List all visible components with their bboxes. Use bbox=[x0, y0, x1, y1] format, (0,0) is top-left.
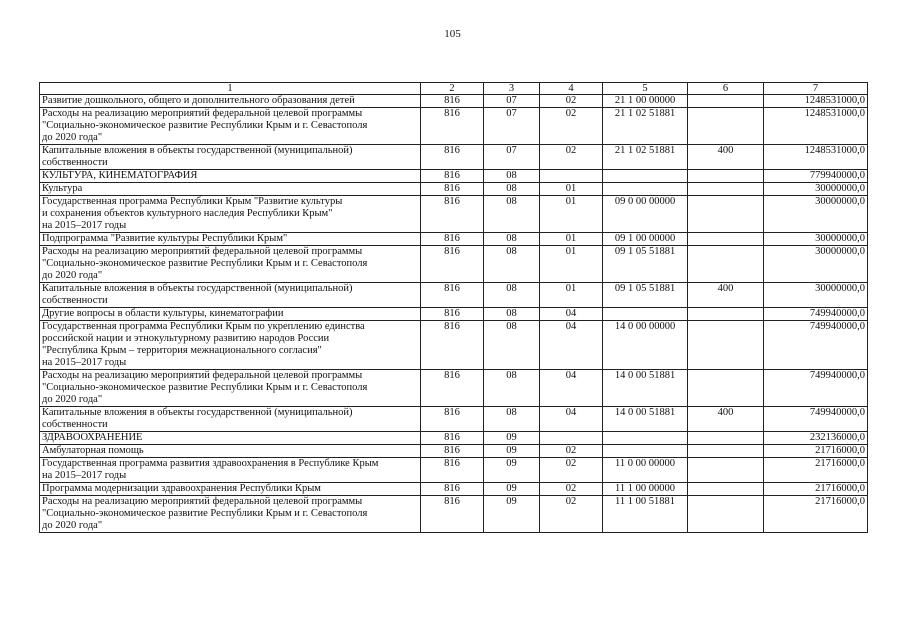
row-code-subsection: 04 bbox=[540, 308, 603, 321]
row-amount: 749940000,0 bbox=[764, 370, 868, 407]
table-row bbox=[40, 145, 868, 170]
row-code-expense-type bbox=[688, 233, 764, 246]
row-name: Расходы на реализацию мероприятий федеральной целевой программы "Социально-экономическое развитие Республики Крым и г. Севастополя до 2020 года" bbox=[40, 370, 421, 407]
row-code-target bbox=[603, 170, 688, 183]
row-name: Капитальные вложения в объекты государственной (муниципальной) собственности bbox=[40, 283, 421, 308]
row-code-section: 07 bbox=[484, 108, 540, 145]
row-code-subsection: 01 bbox=[540, 183, 603, 196]
row-code-target bbox=[603, 308, 688, 321]
row-name: Государственная программа Республики Крым "Развитие культуры и сохранения объектов культурного наследия Республики Крым" на 2015–2017 годы bbox=[40, 196, 421, 233]
row-name: Капитальные вложения в объекты государственной (муниципальной) собственности bbox=[40, 145, 421, 170]
row-code-subsection: 02 bbox=[540, 95, 603, 108]
row-code-expense-type bbox=[688, 246, 764, 283]
row-code-subsection: 02 bbox=[540, 496, 603, 533]
row-code-subsection: 02 bbox=[540, 483, 603, 496]
row-name: Развитие дошкольного, общего и дополнительного образования детей bbox=[40, 95, 421, 108]
row-code-expense-type bbox=[688, 321, 764, 370]
table-row bbox=[40, 445, 868, 458]
row-code-section: 07 bbox=[484, 145, 540, 170]
budget-table bbox=[39, 82, 868, 533]
row-amount: 30000000,0 bbox=[764, 183, 868, 196]
table-row bbox=[40, 483, 868, 496]
row-code-subsection: 04 bbox=[540, 370, 603, 407]
row-code-section: 08 bbox=[484, 321, 540, 370]
row-code-section: 08 bbox=[484, 170, 540, 183]
table-body bbox=[40, 95, 868, 533]
header-cell: 4 bbox=[540, 83, 603, 95]
row-code-section: 08 bbox=[484, 308, 540, 321]
row-code-ministry: 816 bbox=[421, 283, 484, 308]
row-name: Расходы на реализацию мероприятий федеральной целевой программы "Социально-экономическое развитие Республики Крым и г. Севастополя до 2020 года" bbox=[40, 108, 421, 145]
row-code-section: 08 bbox=[484, 407, 540, 432]
row-code-expense-type bbox=[688, 445, 764, 458]
row-code-expense-type: 400 bbox=[688, 407, 764, 432]
row-code-subsection: 01 bbox=[540, 246, 603, 283]
row-code-target bbox=[603, 432, 688, 445]
row-code-target: 21 1 00 00000 bbox=[603, 95, 688, 108]
row-amount: 1248531000,0 bbox=[764, 145, 868, 170]
row-code-section: 09 bbox=[484, 445, 540, 458]
row-code-section: 08 bbox=[484, 233, 540, 246]
row-code-target: 09 1 05 51881 bbox=[603, 246, 688, 283]
table-row bbox=[40, 95, 868, 108]
row-name: Капитальные вложения в объекты государственной (муниципальной) собственности bbox=[40, 407, 421, 432]
table-row bbox=[40, 170, 868, 183]
row-code-target: 11 1 00 51881 bbox=[603, 496, 688, 533]
row-code-target: 14 0 00 00000 bbox=[603, 321, 688, 370]
row-code-subsection: 04 bbox=[540, 407, 603, 432]
row-code-ministry: 816 bbox=[421, 95, 484, 108]
row-amount: 779940000,0 bbox=[764, 170, 868, 183]
row-code-expense-type: 400 bbox=[688, 283, 764, 308]
row-amount: 30000000,0 bbox=[764, 246, 868, 283]
row-code-target: 21 1 02 51881 bbox=[603, 108, 688, 145]
row-amount: 749940000,0 bbox=[764, 407, 868, 432]
row-code-expense-type bbox=[688, 432, 764, 445]
table-row bbox=[40, 407, 868, 432]
row-code-subsection: 02 bbox=[540, 458, 603, 483]
row-code-subsection bbox=[540, 170, 603, 183]
header-cell: 6 bbox=[688, 83, 764, 95]
row-code-subsection: 01 bbox=[540, 233, 603, 246]
row-code-section: 09 bbox=[484, 483, 540, 496]
table-row bbox=[40, 321, 868, 370]
row-code-section: 08 bbox=[484, 370, 540, 407]
row-code-subsection: 02 bbox=[540, 108, 603, 145]
row-code-subsection: 04 bbox=[540, 321, 603, 370]
row-code-target bbox=[603, 183, 688, 196]
row-code-expense-type bbox=[688, 370, 764, 407]
row-code-ministry: 816 bbox=[421, 233, 484, 246]
row-code-expense-type bbox=[688, 183, 764, 196]
row-amount: 749940000,0 bbox=[764, 321, 868, 370]
row-code-ministry: 816 bbox=[421, 196, 484, 233]
row-code-expense-type: 400 bbox=[688, 145, 764, 170]
row-code-ministry: 816 bbox=[421, 183, 484, 196]
row-code-target: 09 1 05 51881 bbox=[603, 283, 688, 308]
table-row bbox=[40, 496, 868, 533]
row-code-target: 09 1 00 00000 bbox=[603, 233, 688, 246]
row-amount: 30000000,0 bbox=[764, 233, 868, 246]
row-code-section: 09 bbox=[484, 458, 540, 483]
row-code-target bbox=[603, 445, 688, 458]
row-code-section: 09 bbox=[484, 496, 540, 533]
row-amount: 21716000,0 bbox=[764, 458, 868, 483]
row-code-target: 11 1 00 00000 bbox=[603, 483, 688, 496]
row-code-ministry: 816 bbox=[421, 445, 484, 458]
row-code-subsection: 02 bbox=[540, 445, 603, 458]
row-code-section: 08 bbox=[484, 196, 540, 233]
row-code-ministry: 816 bbox=[421, 108, 484, 145]
table-row bbox=[40, 370, 868, 407]
header-cell: 3 bbox=[484, 83, 540, 95]
row-amount: 30000000,0 bbox=[764, 196, 868, 233]
row-code-target: 09 0 00 00000 bbox=[603, 196, 688, 233]
row-code-target: 11 0 00 00000 bbox=[603, 458, 688, 483]
row-amount: 21716000,0 bbox=[764, 445, 868, 458]
row-code-section: 08 bbox=[484, 246, 540, 283]
row-code-expense-type bbox=[688, 308, 764, 321]
row-name: Государственная программа Республики Крым по укреплению единства российской нации и этнокультурному развитию народов России "Республика Крым – территория межнационального согласия" на 2015–2017 годы bbox=[40, 321, 421, 370]
row-code-subsection: 01 bbox=[540, 283, 603, 308]
row-name: Государственная программа развития здравоохранения в Республике Крым на 2015–2017 годы bbox=[40, 458, 421, 483]
page-number: 105 bbox=[444, 28, 461, 40]
row-name: Культура bbox=[40, 183, 421, 196]
row-name: Другие вопросы в области культуры, кинематографии bbox=[40, 308, 421, 321]
row-code-section: 09 bbox=[484, 432, 540, 445]
row-amount: 232136000,0 bbox=[764, 432, 868, 445]
table-row bbox=[40, 108, 868, 145]
row-name: Программа модернизации здравоохранения Республики Крым bbox=[40, 483, 421, 496]
table-row bbox=[40, 233, 868, 246]
row-amount: 30000000,0 bbox=[764, 283, 868, 308]
header-cell: 7 bbox=[764, 83, 868, 95]
row-amount: 21716000,0 bbox=[764, 483, 868, 496]
row-code-expense-type bbox=[688, 95, 764, 108]
table-row bbox=[40, 308, 868, 321]
row-code-expense-type bbox=[688, 108, 764, 145]
row-code-expense-type bbox=[688, 483, 764, 496]
row-code-subsection bbox=[540, 432, 603, 445]
row-code-expense-type bbox=[688, 196, 764, 233]
table-row bbox=[40, 458, 868, 483]
header-cell: 1 bbox=[40, 83, 421, 95]
row-code-ministry: 816 bbox=[421, 308, 484, 321]
row-code-target: 21 1 02 51881 bbox=[603, 145, 688, 170]
row-name: Расходы на реализацию мероприятий федеральной целевой программы "Социально-экономическое развитие Республики Крым и г. Севастополя до 2020 года" bbox=[40, 246, 421, 283]
row-name: Амбулаторная помощь bbox=[40, 445, 421, 458]
row-code-ministry: 816 bbox=[421, 407, 484, 432]
row-name: Подпрограмма "Развитие культуры Республики Крым" bbox=[40, 233, 421, 246]
table-row bbox=[40, 246, 868, 283]
row-name: КУЛЬТУРА, КИНЕМАТОГРАФИЯ bbox=[40, 170, 421, 183]
row-code-ministry: 816 bbox=[421, 432, 484, 445]
row-name: Расходы на реализацию мероприятий федеральной целевой программы "Социально-экономическое развитие Республики Крым и г. Севастополя до 2020 года" bbox=[40, 496, 421, 533]
table-row bbox=[40, 432, 868, 445]
row-code-section: 07 bbox=[484, 95, 540, 108]
row-code-ministry: 816 bbox=[421, 483, 484, 496]
row-code-ministry: 816 bbox=[421, 170, 484, 183]
row-code-ministry: 816 bbox=[421, 496, 484, 533]
row-code-ministry: 816 bbox=[421, 145, 484, 170]
row-code-ministry: 816 bbox=[421, 370, 484, 407]
row-amount: 1248531000,0 bbox=[764, 108, 868, 145]
row-code-ministry: 816 bbox=[421, 321, 484, 370]
row-amount: 21716000,0 bbox=[764, 496, 868, 533]
header-cell: 2 bbox=[421, 83, 484, 95]
row-code-target: 14 0 00 51881 bbox=[603, 407, 688, 432]
row-code-section: 08 bbox=[484, 183, 540, 196]
row-name: ЗДРАВООХРАНЕНИЕ bbox=[40, 432, 421, 445]
row-code-ministry: 816 bbox=[421, 246, 484, 283]
row-code-expense-type bbox=[688, 458, 764, 483]
row-code-expense-type bbox=[688, 496, 764, 533]
table-row bbox=[40, 196, 868, 233]
row-code-subsection: 02 bbox=[540, 145, 603, 170]
row-code-section: 08 bbox=[484, 283, 540, 308]
row-amount: 749940000,0 bbox=[764, 308, 868, 321]
table-row bbox=[40, 183, 868, 196]
row-code-subsection: 01 bbox=[540, 196, 603, 233]
row-code-expense-type bbox=[688, 170, 764, 183]
header-row bbox=[40, 83, 868, 95]
row-amount: 1248531000,0 bbox=[764, 95, 868, 108]
header-cell: 5 bbox=[603, 83, 688, 95]
row-code-target: 14 0 00 51881 bbox=[603, 370, 688, 407]
table-row bbox=[40, 283, 868, 308]
table-header bbox=[40, 83, 868, 95]
row-code-ministry: 816 bbox=[421, 458, 484, 483]
